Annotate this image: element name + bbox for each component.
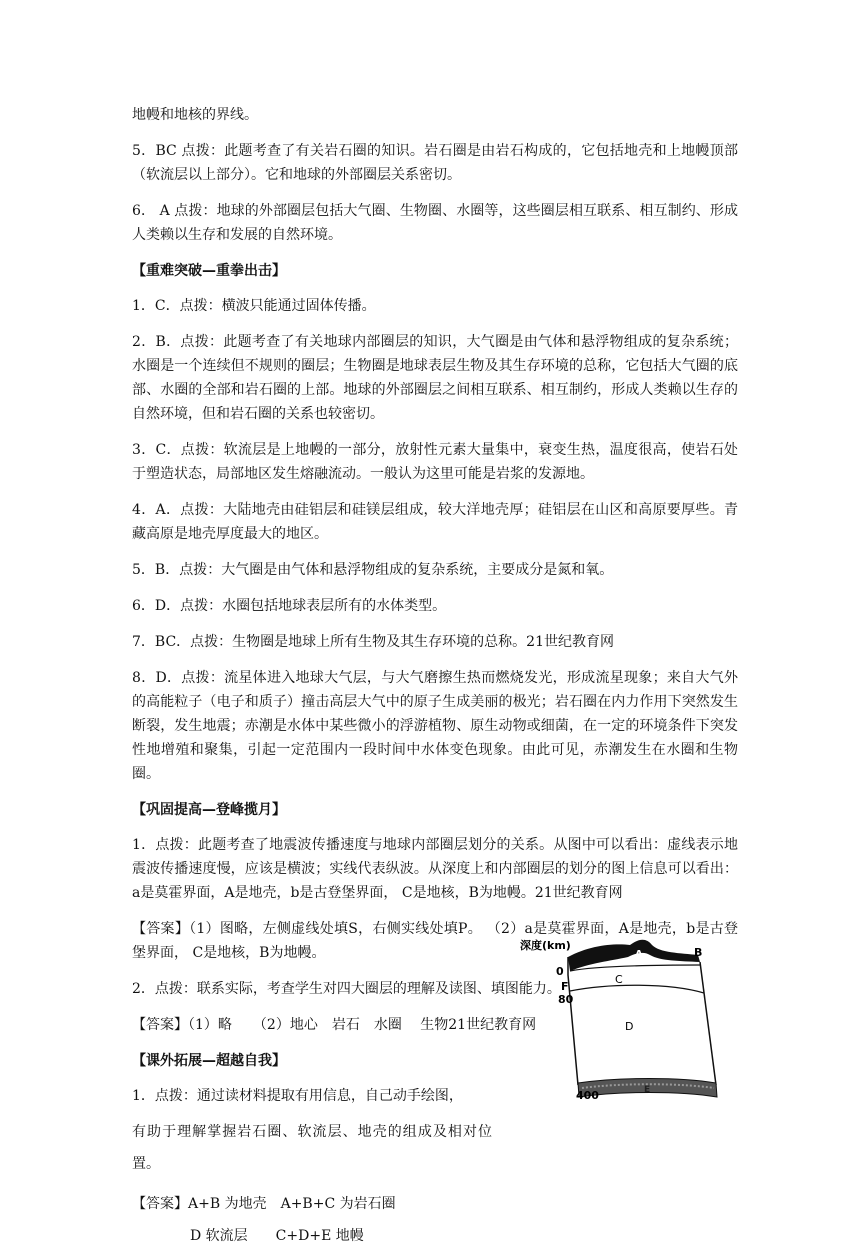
list-item: 6．D．点拨：水圈包括地球表层所有的水体类型。 xyxy=(132,598,447,614)
label-d: D xyxy=(625,1020,634,1033)
list-item: 1．C．点拨：横波只能通过固体传播。 xyxy=(132,298,376,314)
list-item: 5．B．点拨：大气圈是由气体和悬浮物组成的复杂系统，主要成分是氮和氧。 xyxy=(132,562,614,578)
label-a: A xyxy=(635,949,643,960)
list-item: 4．A．点拨：大陆地壳由硅铝层和硅镁层组成，较大洋地壳厚；硅铝层在山区和高原要厚些。青藏高原是地壳厚度最大的地区。 xyxy=(132,502,738,542)
list-item: 1．点拨：通过读材料提取有用信息，自己动手绘图， xyxy=(132,1088,463,1104)
label-e: E xyxy=(644,1085,651,1095)
axis-label: 深度(km) xyxy=(520,939,571,952)
label-f: F xyxy=(561,980,569,993)
earth-layers-diagram xyxy=(520,935,730,1105)
depth-label-80: 80 xyxy=(558,993,574,1006)
list-item: 2．点拨：联系实际，考查学生对四大圈层的理解及读图、填图能力。 xyxy=(132,981,561,997)
label-b: B xyxy=(694,946,703,959)
paragraph: 6． A 点拨：地球的外部圈层包括大气圈、生物圈、水圈等，这些圈层相互联系、相互制约、形成人类赖以生存和发展的自然环境。 xyxy=(132,203,738,243)
section-heading: 【重难突破—重拳出击】 xyxy=(132,263,286,279)
answer-item: 【答案】（1）图略，左侧虚线处填S，右侧实线处填P。 （2）a是莫霍界面，A是地壳，b是古登堡界面， C是地核，B为地幔。 xyxy=(132,921,738,961)
paragraph: 地幔和地核的界线。 xyxy=(132,107,258,123)
layer-c-boundary xyxy=(570,965,700,971)
diagram-right-edge xyxy=(700,962,716,1085)
section-heading: 【巩固提高—登峰揽月】 xyxy=(132,802,286,818)
list-item: 8．D．点拨：流星体进入地球大气层，与大气磨擦生热而燃烧发光，形成流星现象；来自大气外的高能粒子（电子和质子）撞击高层大气中的原子生成美丽的极光；岩石圈在内力作用下突然发生断裂，发生地震；赤潮是水体中某些微小的浮游植物、原生动物或细菌，在一定的环境条件下突发性地增殖和聚集，引起一定范围内一段时间中水体变色现象。由此可见，赤潮发生在水圈和生物圈。 xyxy=(132,670,738,782)
paragraph: 5．BC 点拨：此题考查了有关岩石圈的知识。岩石圈是由岩石构成的，它包括地壳和上地幔顶部（软流层以上部分）。它和地球的外部圈层关系密切。 xyxy=(132,143,738,183)
list-item: 2．B．点拨：此题考查了有关地球内部圈层的知识，大气圈是由气体和悬浮物组成的复杂系统；水圈是一个连续但不规则的圈层；生物圈是地球表层生物及其生存环境的总称，它包括大气圈的底部、水圈的全部和岩石圈的上部。地球的外部圈层之间相互联系、相互制约，形成人类赖以生存的自然环境，但和岩石圈的关系也较密切。 xyxy=(132,334,738,422)
list-item: 7．BC．点拨：生物圈是地球上所有生物及其生存环境的总称。21世纪教育网 xyxy=(132,634,614,650)
list-item: 3．C．点拨：软流层是上地幔的一部分，放射性元素大量集中，衰变生热，温度很高，使岩石处于塑造状态，局部地区发生熔融流动。一般认为这里可能是岩浆的发源地。 xyxy=(132,442,738,482)
label-c: C xyxy=(615,973,623,986)
list-item-continuation: 有助于理解掌握岩石圈、软流层、地壳的组成及相对位置。 xyxy=(132,1124,492,1172)
diagram-left-edge xyxy=(568,957,578,1085)
answer-item: 【答案】A+B 为地壳 A+B+C 为岩石圈 xyxy=(132,1196,396,1212)
list-item: 1．点拨：此题考查了地震波传播速度与地球内部圈层划分的关系。从图中可以看出：虚线表示地震波传播速度慢，应该是横波；实线代表纵波。从深度上和内部圈层的划分的图上信息可以看出：a是莫霍界面，A是地壳，b是古登堡界面， C是地核，B为地幔。21世纪教育网 xyxy=(132,837,738,901)
depth-label-0: 0 xyxy=(556,965,564,978)
depth-label-400: 400 xyxy=(576,1089,599,1102)
boundary-80 xyxy=(570,985,704,993)
answer-item: 【答案】（1）略 （2）地心 岩石 水圈 生物21世纪教育网 xyxy=(132,1017,537,1033)
answer-item: D 软流层 C+D+E 地幔 xyxy=(190,1228,364,1244)
section-heading: 【课外拓展—超越自我】 xyxy=(132,1053,286,1069)
